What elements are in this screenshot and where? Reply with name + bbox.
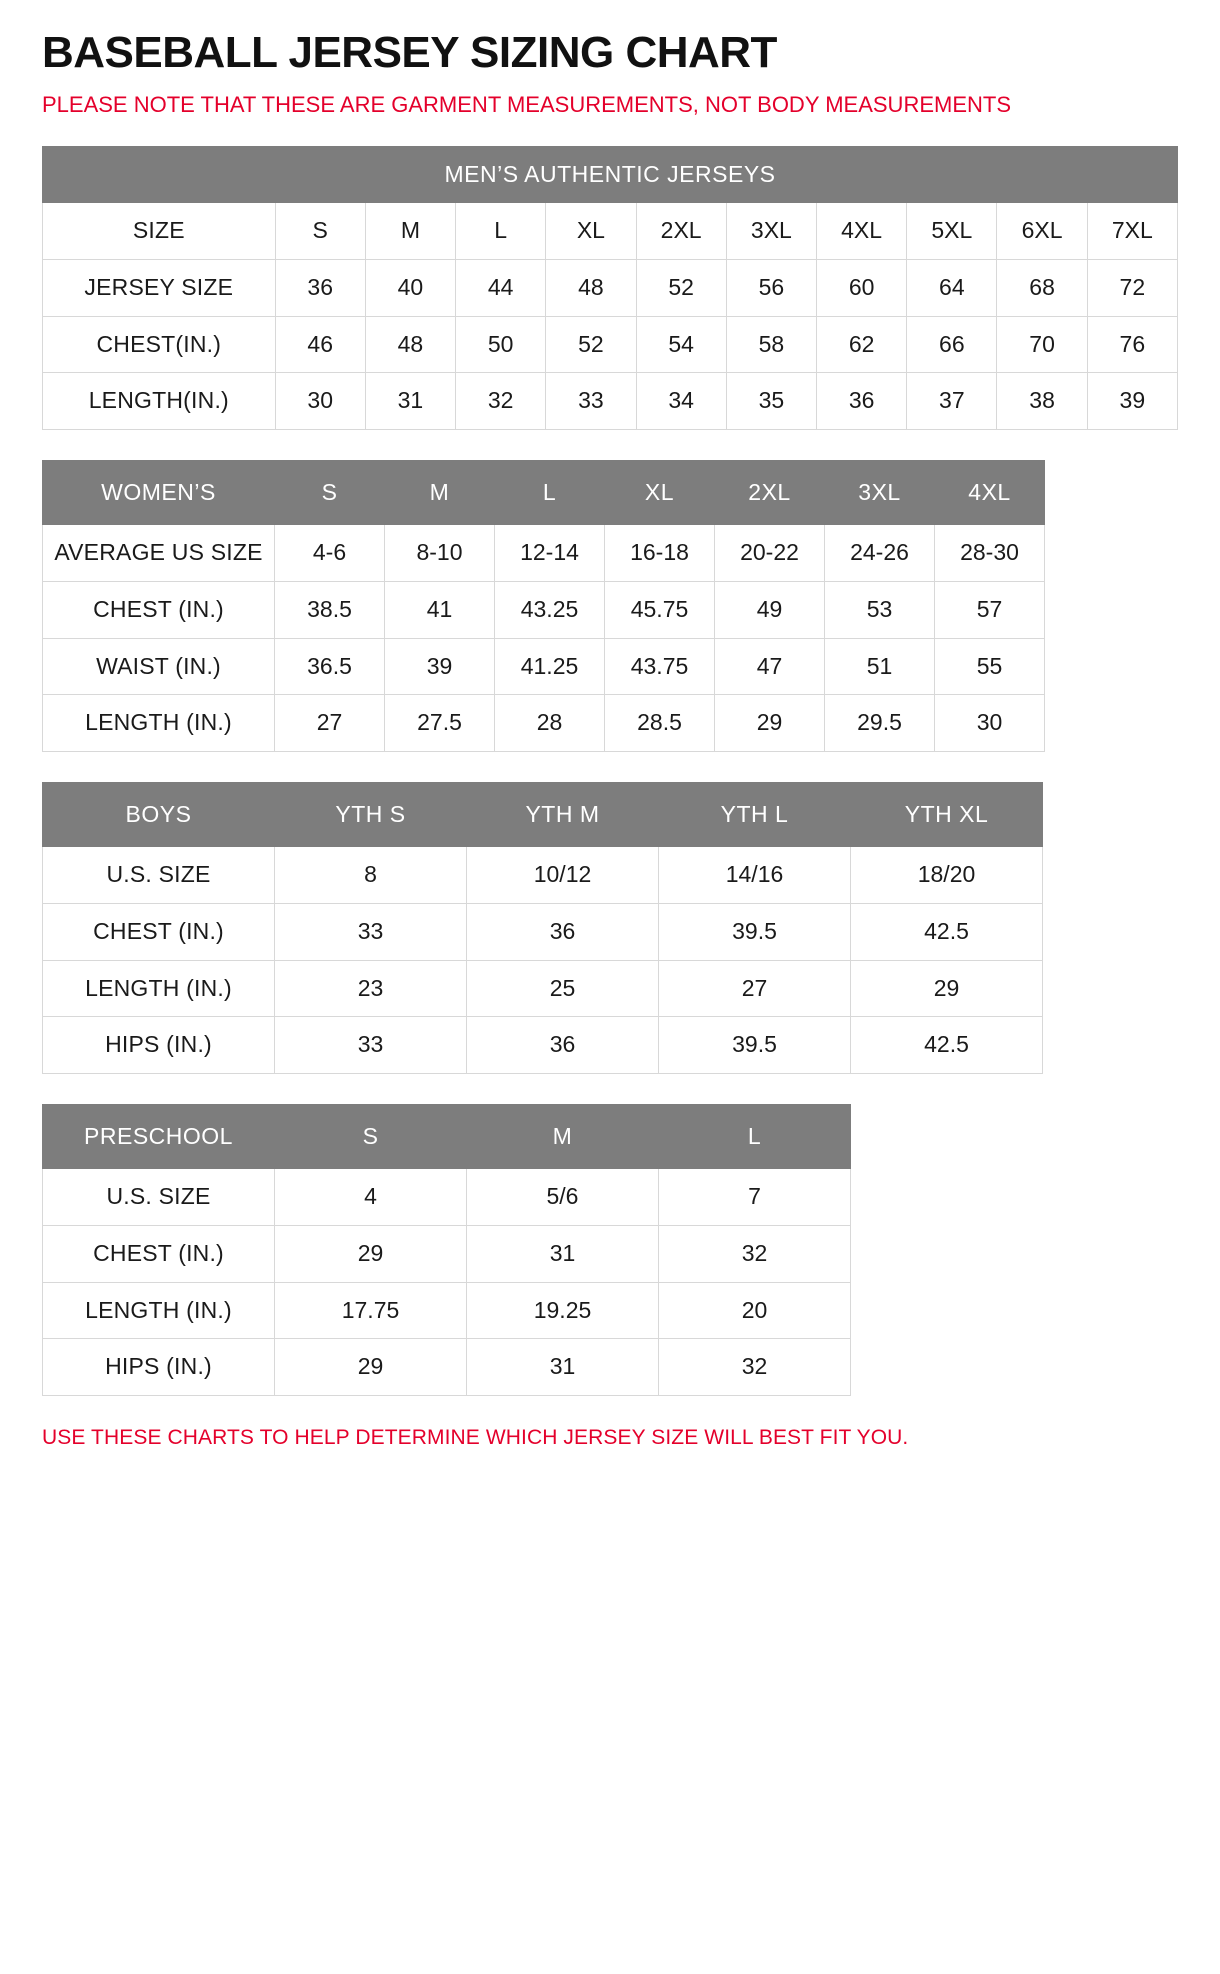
cell: 33	[275, 1017, 467, 1074]
cell: 27	[659, 960, 851, 1017]
cell: 70	[997, 316, 1087, 373]
womens-header-row	[43, 460, 1045, 525]
table-row	[43, 1339, 851, 1396]
cell: 47	[715, 638, 825, 695]
boys-size-yth-s: YTH S	[275, 782, 467, 847]
table-row	[43, 525, 1045, 582]
cell: 31	[365, 373, 455, 430]
cell: 49	[715, 582, 825, 639]
cell: 46	[275, 316, 365, 373]
cell: 8-10	[385, 525, 495, 582]
cell: 48	[546, 260, 636, 317]
cell: 64	[907, 260, 997, 317]
cell: 16-18	[605, 525, 715, 582]
womens-size-xl: XL	[605, 460, 715, 525]
womens-size-4xl: 4XL	[935, 460, 1045, 525]
row-label: HIPS (IN.)	[43, 1339, 275, 1396]
cell: 38.5	[275, 582, 385, 639]
cell: 36	[817, 373, 907, 430]
table-row	[43, 904, 1043, 961]
boys-size-yth-l: YTH L	[659, 782, 851, 847]
cell: 45.75	[605, 582, 715, 639]
mens-size-xl: XL	[546, 203, 636, 260]
table-row	[43, 1169, 851, 1226]
mens-size-label: SIZE	[43, 203, 276, 260]
cell: 17.75	[275, 1282, 467, 1339]
cell: 5/6	[467, 1169, 659, 1226]
mens-size-m: M	[365, 203, 455, 260]
cell: 72	[1087, 260, 1177, 317]
row-label: CHEST (IN.)	[43, 1225, 275, 1282]
cell: 66	[907, 316, 997, 373]
row-label: LENGTH (IN.)	[43, 1282, 275, 1339]
cell: 39	[385, 638, 495, 695]
cell: 32	[659, 1225, 851, 1282]
cell: 60	[817, 260, 907, 317]
cell: 33	[275, 904, 467, 961]
row-label: CHEST(IN.)	[43, 316, 276, 373]
table-row	[43, 316, 1178, 373]
preschool-size-l: L	[659, 1104, 851, 1169]
cell: 40	[365, 260, 455, 317]
cell: 29	[275, 1339, 467, 1396]
mens-banner-row	[43, 146, 1178, 203]
boys-size-yth-m: YTH M	[467, 782, 659, 847]
womens-sizing-table	[42, 460, 1045, 752]
mens-size-2xl: 2XL	[636, 203, 726, 260]
mens-size-3xl: 3XL	[726, 203, 816, 260]
cell: 25	[467, 960, 659, 1017]
womens-size-l: L	[495, 460, 605, 525]
cell: 28.5	[605, 695, 715, 752]
cell: 4-6	[275, 525, 385, 582]
cell: 36	[467, 904, 659, 961]
cell: 43.25	[495, 582, 605, 639]
preschool-header-label: PRESCHOOL	[43, 1104, 275, 1169]
boys-header-label: BOYS	[43, 782, 275, 847]
table-row	[43, 695, 1045, 752]
table-row	[43, 582, 1045, 639]
cell: 56	[726, 260, 816, 317]
cell: 27	[275, 695, 385, 752]
cell: 28-30	[935, 525, 1045, 582]
cell: 19.25	[467, 1282, 659, 1339]
cell: 23	[275, 960, 467, 1017]
cell: 53	[825, 582, 935, 639]
preschool-size-s: S	[275, 1104, 467, 1169]
row-label: HIPS (IN.)	[43, 1017, 275, 1074]
row-label: CHEST (IN.)	[43, 582, 275, 639]
cell: 52	[636, 260, 726, 317]
cell: 48	[365, 316, 455, 373]
mens-size-7xl: 7XL	[1087, 203, 1177, 260]
womens-size-2xl: 2XL	[715, 460, 825, 525]
cell: 32	[456, 373, 546, 430]
cell: 29.5	[825, 695, 935, 752]
cell: 38	[997, 373, 1087, 430]
cell: 20	[659, 1282, 851, 1339]
row-label: U.S. SIZE	[43, 1169, 275, 1226]
cell: 76	[1087, 316, 1177, 373]
cell: 42.5	[851, 1017, 1043, 1074]
cell: 31	[467, 1225, 659, 1282]
cell: 57	[935, 582, 1045, 639]
cell: 7	[659, 1169, 851, 1226]
row-label: WAIST (IN.)	[43, 638, 275, 695]
cell: 30	[275, 373, 365, 430]
mens-banner: MEN’S AUTHENTIC JERSEYS	[43, 146, 1178, 203]
cell: 51	[825, 638, 935, 695]
preschool-header-row	[43, 1104, 851, 1169]
row-label: CHEST (IN.)	[43, 904, 275, 961]
cell: 52	[546, 316, 636, 373]
cell: 36.5	[275, 638, 385, 695]
cell: 50	[456, 316, 546, 373]
cell: 31	[467, 1339, 659, 1396]
cell: 32	[659, 1339, 851, 1396]
cell: 14/16	[659, 847, 851, 904]
page-title: BASEBALL JERSEY SIZING CHART	[42, 28, 777, 77]
table-row	[43, 260, 1178, 317]
cell: 4	[275, 1169, 467, 1226]
cell: 37	[907, 373, 997, 430]
cell: 29	[851, 960, 1043, 1017]
row-label: AVERAGE US SIZE	[43, 525, 275, 582]
mens-sizing-table	[42, 146, 1178, 430]
row-label: JERSEY SIZE	[43, 260, 276, 317]
row-label: LENGTH (IN.)	[43, 695, 275, 752]
cell: 39	[1087, 373, 1177, 430]
womens-size-3xl: 3XL	[825, 460, 935, 525]
table-row	[43, 1225, 851, 1282]
cell: 27.5	[385, 695, 495, 752]
boys-sizing-table	[42, 782, 1043, 1074]
cell: 41	[385, 582, 495, 639]
boys-size-yth-xl: YTH XL	[851, 782, 1043, 847]
row-label: LENGTH(IN.)	[43, 373, 276, 430]
cell: 44	[456, 260, 546, 317]
table-row	[43, 960, 1043, 1017]
cell: 39.5	[659, 1017, 851, 1074]
cell: 36	[467, 1017, 659, 1074]
cell: 58	[726, 316, 816, 373]
mens-size-s: S	[275, 203, 365, 260]
cell: 54	[636, 316, 726, 373]
page-subtitle: PLEASE NOTE THAT THESE ARE GARMENT MEASUREMENTS, NOT BODY MEASUREMENTS	[42, 92, 1012, 118]
cell: 36	[275, 260, 365, 317]
cell: 43.75	[605, 638, 715, 695]
womens-header-label: WOMEN’S	[43, 460, 275, 525]
cell: 30	[935, 695, 1045, 752]
cell: 18/20	[851, 847, 1043, 904]
table-row	[43, 1017, 1043, 1074]
cell: 33	[546, 373, 636, 430]
mens-size-5xl: 5XL	[907, 203, 997, 260]
preschool-sizing-table	[42, 1104, 851, 1396]
cell: 8	[275, 847, 467, 904]
mens-size-header-row	[43, 203, 1178, 260]
cell: 55	[935, 638, 1045, 695]
cell: 20-22	[715, 525, 825, 582]
mens-size-l: L	[456, 203, 546, 260]
cell: 10/12	[467, 847, 659, 904]
mens-size-6xl: 6XL	[997, 203, 1087, 260]
cell: 62	[817, 316, 907, 373]
cell: 28	[495, 695, 605, 752]
cell: 35	[726, 373, 816, 430]
preschool-size-m: M	[467, 1104, 659, 1169]
mens-size-4xl: 4XL	[817, 203, 907, 260]
table-row	[43, 373, 1178, 430]
table-row	[43, 1282, 851, 1339]
row-label: U.S. SIZE	[43, 847, 275, 904]
cell: 24-26	[825, 525, 935, 582]
row-label: LENGTH (IN.)	[43, 960, 275, 1017]
womens-size-s: S	[275, 460, 385, 525]
cell: 39.5	[659, 904, 851, 961]
table-row	[43, 847, 1043, 904]
womens-size-m: M	[385, 460, 495, 525]
cell: 42.5	[851, 904, 1043, 961]
cell: 68	[997, 260, 1087, 317]
cell: 34	[636, 373, 726, 430]
boys-header-row	[43, 782, 1043, 847]
cell: 29	[275, 1225, 467, 1282]
footnote: USE THESE CHARTS TO HELP DETERMINE WHICH JERSEY SIZE WILL BEST FIT YOU.	[42, 1425, 909, 1449]
table-row	[43, 638, 1045, 695]
cell: 41.25	[495, 638, 605, 695]
cell: 12-14	[495, 525, 605, 582]
cell: 29	[715, 695, 825, 752]
